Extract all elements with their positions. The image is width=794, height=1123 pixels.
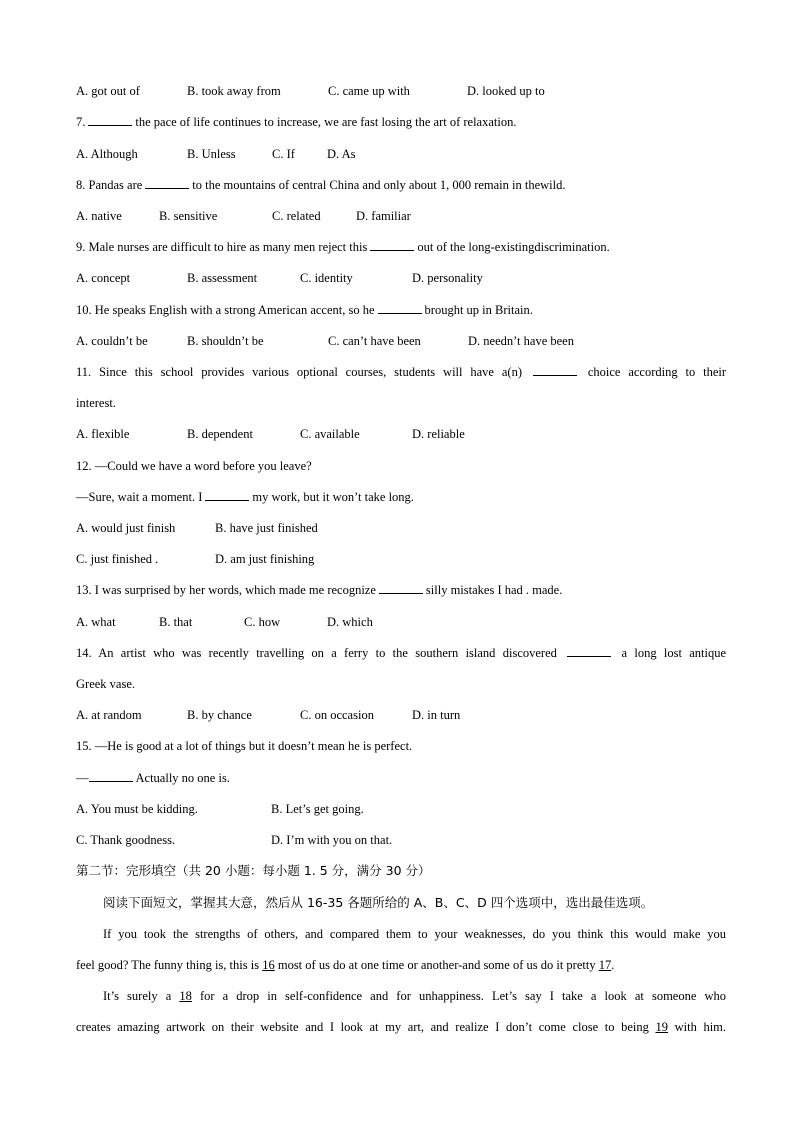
q15-option-a[interactable]: A. You must be kidding. bbox=[76, 802, 198, 816]
q10-stem bbox=[76, 302, 726, 318]
q12-stem-line2 bbox=[76, 489, 726, 505]
q11-text-b: choice according to their bbox=[587, 365, 727, 379]
q9-number: 9. Male nurses are difficult to hire as many men reject this bbox=[76, 240, 368, 254]
q8-text: to the mountains of central China and only about 1, 000 remain in thewild. bbox=[192, 178, 566, 192]
q11-option-a[interactable]: A. flexible bbox=[76, 427, 130, 441]
q15-text-b: Actually no one is. bbox=[135, 771, 230, 785]
q12-option-a[interactable]: A. would just finish bbox=[76, 521, 176, 535]
passage-p2-text-d: with him. bbox=[674, 1020, 727, 1034]
q7-option-c[interactable]: C. If bbox=[272, 147, 295, 161]
q14-option-a[interactable]: A. at random bbox=[76, 708, 142, 722]
section2-instruction: 阅读下面短文，掌握其大意，然后从 16-35 各题所给的 A、B、C、D 四个选项中，选出最佳选项。 bbox=[103, 895, 654, 910]
q12-text-b: —Sure, wait a moment. I bbox=[76, 490, 203, 504]
q7-stem bbox=[76, 114, 726, 130]
q7-option-a[interactable]: A. Although bbox=[76, 147, 138, 161]
q7-text: the pace of life continues to increase, we are fast losing the art of relaxation. bbox=[135, 115, 517, 129]
q12-stem-line1 bbox=[76, 458, 726, 474]
q6-option-d[interactable]: D. looked up to bbox=[467, 84, 545, 98]
passage-p2-line1 bbox=[103, 988, 726, 1004]
section2-heading: 第二节：完形填空（共 20 小题：每小题 1. 5 分，满分 30 分） bbox=[76, 863, 431, 878]
q12-option-c[interactable]: C. just finished . bbox=[76, 552, 159, 566]
q12-text-a: 12. —Could we have a word before you leave? bbox=[76, 459, 312, 473]
passage-p2-text-b: for a drop in self-confidence and for unhappiness. Let’s say I take a look at someone who bbox=[199, 989, 727, 1003]
passage-p1-text-d: . bbox=[611, 958, 615, 972]
q8-blank bbox=[145, 177, 189, 189]
q13-option-b[interactable]: B. that bbox=[159, 615, 193, 629]
q8-option-a[interactable]: A. native bbox=[76, 209, 122, 223]
q6-option-b[interactable]: B. took away from bbox=[187, 84, 281, 98]
passage-p1-line1 bbox=[103, 926, 726, 942]
q14-option-c[interactable]: C. on occasion bbox=[300, 708, 374, 722]
q10-text: brought up in Britain. bbox=[424, 303, 533, 317]
q15-option-d[interactable]: D. I’m with you on that. bbox=[271, 833, 393, 847]
q7-number: 7. bbox=[76, 115, 86, 129]
q10-option-b[interactable]: B. shouldn’t be bbox=[187, 334, 264, 348]
q12-text-c: my work, but it won’t take long. bbox=[252, 490, 414, 504]
q8-option-d[interactable]: D. familiar bbox=[356, 209, 411, 223]
q13-blank bbox=[379, 582, 423, 594]
q8-number: 8. Pandas are bbox=[76, 178, 143, 192]
passage-p1-text-c: most of us do at one time or another-and some of us do it pretty bbox=[277, 958, 596, 972]
passage-p2-text-c: creates amazing artwork on their website and I look at my art, and realize I don’t come close to being bbox=[76, 1020, 649, 1034]
q8-stem bbox=[76, 177, 726, 193]
q13-option-d[interactable]: D. which bbox=[327, 615, 373, 629]
q8-option-c[interactable]: C. related bbox=[272, 209, 321, 223]
q9-option-c[interactable]: C. identity bbox=[300, 271, 353, 285]
q10-blank bbox=[378, 302, 422, 314]
q11-stem-line1 bbox=[76, 364, 726, 380]
q7-option-d[interactable]: D. As bbox=[327, 147, 356, 161]
q15-stem-line1 bbox=[76, 738, 726, 754]
q10-option-d[interactable]: D. needn’t have been bbox=[468, 334, 574, 348]
q15-option-b[interactable]: B. Let’s get going. bbox=[271, 802, 364, 816]
blank-16[interactable]: 16 bbox=[262, 958, 275, 972]
passage-p1-text-a: If you took the strengths of others, and compared them to your weaknesses, do you think this would make you bbox=[103, 927, 726, 941]
q14-option-b[interactable]: B. by chance bbox=[187, 708, 252, 722]
q6-option-c[interactable]: C. came up with bbox=[328, 84, 410, 98]
q7-blank bbox=[88, 114, 132, 126]
q14-text-c: Greek vase. bbox=[76, 677, 135, 691]
q10-number: 10. He speaks English with a strong American accent, so he bbox=[76, 303, 375, 317]
blank-18[interactable]: 18 bbox=[179, 989, 192, 1003]
passage-p1-line2 bbox=[76, 957, 726, 973]
q9-text: out of the long-existingdiscrimination. bbox=[417, 240, 610, 254]
q9-option-d[interactable]: D. personality bbox=[412, 271, 483, 285]
q9-stem bbox=[76, 239, 726, 255]
blank-19[interactable]: 19 bbox=[655, 1020, 668, 1034]
q12-option-d[interactable]: D. am just finishing bbox=[215, 552, 315, 566]
q11-text-a: 11. Since this school provides various optional courses, students will have a(n) bbox=[76, 365, 522, 379]
q14-option-d[interactable]: D. in turn bbox=[412, 708, 461, 722]
q14-stem-line2 bbox=[76, 676, 726, 692]
q14-stem-line1 bbox=[76, 645, 726, 661]
q13-option-c[interactable]: C. how bbox=[244, 615, 281, 629]
q15-text-a: 15. —He is good at a lot of things but it doesn’t mean he is perfect. bbox=[76, 739, 413, 753]
q11-stem-line2 bbox=[76, 395, 726, 411]
q8-option-b[interactable]: B. sensitive bbox=[159, 209, 218, 223]
q13-text-b: silly mistakes I had . made. bbox=[425, 583, 563, 597]
q14-text-a: 14. An artist who was recently travelling on a ferry to the southern island discovered bbox=[76, 646, 557, 660]
q13-text-a: 13. I was surprised by her words, which made me recognize bbox=[76, 583, 376, 597]
q10-option-c[interactable]: C. can’t have been bbox=[328, 334, 421, 348]
q9-option-b[interactable]: B. assessment bbox=[187, 271, 258, 285]
q15-stem-line2 bbox=[76, 770, 726, 786]
q11-text-c: interest. bbox=[76, 396, 116, 410]
passage-p2-text-a: It’s surely a bbox=[103, 989, 172, 1003]
q11-option-c[interactable]: C. available bbox=[300, 427, 360, 441]
q14-text-b: a long lost antique bbox=[621, 646, 727, 660]
q13-option-a[interactable]: A. what bbox=[76, 615, 116, 629]
q9-blank bbox=[370, 239, 414, 251]
q10-option-a[interactable]: A. couldn’t be bbox=[76, 334, 148, 348]
q11-option-b[interactable]: B. dependent bbox=[187, 427, 253, 441]
q6-option-a[interactable]: A. got out of bbox=[76, 84, 140, 98]
q14-blank bbox=[567, 645, 611, 657]
q11-blank bbox=[533, 364, 577, 376]
q15-blank bbox=[89, 770, 133, 782]
q12-blank bbox=[205, 489, 249, 501]
q15-option-c[interactable]: C. Thank goodness. bbox=[76, 833, 176, 847]
passage-p1-text-b: feel good? The funny thing is, this is bbox=[76, 958, 260, 972]
q7-option-b[interactable]: B. Unless bbox=[187, 147, 236, 161]
blank-17[interactable]: 17 bbox=[598, 958, 612, 972]
q12-option-b[interactable]: B. have just finished bbox=[215, 521, 318, 535]
q11-option-d[interactable]: D. reliable bbox=[412, 427, 465, 441]
q13-stem bbox=[76, 582, 726, 598]
passage-p2-line2 bbox=[76, 1019, 726, 1035]
q15-dash: — bbox=[76, 771, 89, 785]
q9-option-a[interactable]: A. concept bbox=[76, 271, 131, 285]
